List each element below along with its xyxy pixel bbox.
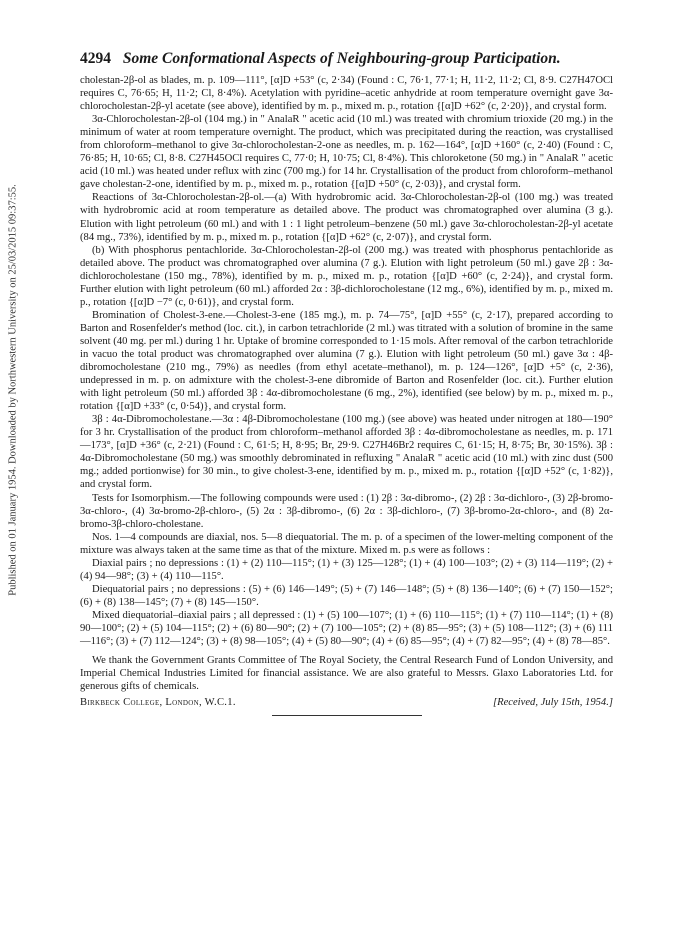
article-footer xyxy=(80,696,613,709)
end-rule xyxy=(272,715,422,716)
article-body xyxy=(80,74,613,693)
paragraph: cholestan-2β-ol as blades, m. p. 109—111°, [α]D +53° (c, 2·34) (Found : C, 76·1, 77·1; H, 11·2, 11·2; Cl, 8·9. C27H47OCl requires C, 76·65; H, 11·2; Cl, 8·4%). Acetylation with pyridine–acetic anhydride at room temperature overnight gave 3α-chlorocholestan-2β-yl acetate (see above), identified by m. p., mixed m. p., rotation {[α]D +62° (c, 2·20)}, and crystal form. xyxy=(80,75,613,113)
acknowledgement: We thank the Government Grants Committee of The Royal Society, the Central Research Fund of London University, and Imperial Chemical Industries Limited for financial assistance. We are also grateful to Messrs. Glaxo Laboratories Ltd. for generous gifts of chemicals. xyxy=(80,655,613,693)
download-notice-text: Published on 01 January 1954. Downloaded by Northwestern University on 25/03/2015 09:37:55. xyxy=(7,184,19,596)
paragraph: 3α-Chlorocholestan-2β-ol (104 mg.) in " AnalaR " acetic acid (10 ml.) was treated with chromium trioxide (20 mg.) in the minimum of water at room temperature overnight. The product, which was precipitated during the reaction, was crystallised from chloroform–methanol to give 3α-chlorocholestan-2-one as needles, m. p. 162—164°, [α]D +160° (c, 2·40) (Found : C, 76·85; H, 10·65; Cl, 8·8. C27H45OCl requires C, 77·0; H, 10·75; Cl, 8·4%). This chloroketone (50 mg.) in " AnalaR " acetic acid (10 ml.) was heated under reflux with zinc (700 mg.) for 14 hr. Crystallisation of the product from chloroform–methanol gave cholestan-2-one, identified by m. p., mixed m. p., rotation {[α]D +50° (c, 2·03)}, and crystal form. xyxy=(80,114,613,191)
paragraph: Mixed diequatorial–diaxial pairs ; all depressed : (1) + (5) 100—107°; (1) + (6) 110—115°; (1) + (7) 110—114°; (1) + (8) 90—100°; (2) + (5) 104—115°; (2) + (6) 80—90°; (2) + (7) 100—105°; (2) + (8) 85—95°; (3) + (5) 108—112°; (3) + (6) 111—116°; (3) + (7) 112—124°; (3) + (8) 98—105°; (4) + (5) 80—90°; (4) + (6) 85—95°; (4) + (7) 82—95°; (4) + (8) 78—85°. xyxy=(80,609,613,648)
page-header xyxy=(80,50,613,68)
paragraph: Bromination of Cholest-3-ene.—Cholest-3-ene (185 mg.), m. p. 74—75°, [α]D +55° (c, 2·17), prepared according to Barton and Rosenfelder's method (loc. cit.), in carbon tetrachloride (2 ml.) was titrated with a solution of bromine in the same solvent (40 mg. per ml.) during 1 hr. Uptake of bromine corresponded to 1·15 mols. After removal of the carbon tetrachloride in vacuo the total product was chromatographed over alumina (7 g.). Elution with light petroleum (50 ml.) gave 3α : 4β-dibromocholestane (210 mg., 79%) as needles (from ethyl acetate–methanol), m. p. 124—126°, [α]D +5° (c, 2·36), undepressed in m. p. on admixture with the cholest-3-ene dibromide of Barton and Rosenfelder (loc. cit.). Further elution with light petroleum (50 ml.) afforded 3β : 4α-dibromocholestane (6 mg., 2%), identified (see below) by m. p., mixed m. p., rotation {[α]D +33° (c, 0·54)}, and crystal form. xyxy=(80,309,613,413)
paragraph: Diequatorial pairs ; no depressions : (5) + (6) 146—149°; (5) + (7) 146—148°; (5) + (8) 136—140°; (6) + (7) 150—152°; (6) + (8) 138—145°; (7) + (8) 145—150°. xyxy=(80,583,613,608)
institution-address: Birkbeck College, London, W.C.1. xyxy=(80,697,236,709)
download-notice-sidebar xyxy=(4,180,22,600)
paragraph: Diaxial pairs ; no depressions : (1) + (2) 110—115°; (1) + (3) 125—128°; (1) + (4) 100—103°; (2) + (3) 114—119°; (2) + (4) 94—98°; (3) + (4) 110—115°. xyxy=(80,557,613,582)
journal-page xyxy=(80,50,613,716)
paragraph: Reactions of 3α-Chlorocholestan-2β-ol.—(a) With hydrobromic acid. 3α-Chlorocholestan-2β-ol (100 mg.) was treated with hydrobromic acid at room temperature as detailed above. The product was chromatographed over alumina (3 g.). Elution with light petroleum (60 ml.) and with 1 : 1 light petroleum–benzene (50 ml.) gave 3α-chlorocholestan-2β-yl acetate (84 mg., 73%), identified by m. p., mixed m. p., rotation {[α]D +62° (c, 2·07)}, and crystal form. xyxy=(80,192,613,243)
page-number: 4294 xyxy=(80,50,111,67)
paragraph: 3β : 4α-Dibromocholestane.—3α : 4β-Dibromocholestane (100 mg.) (see above) was heated under nitrogen at 180—190° for 3 hr. Crystallisation of the product from chloroform–methanol afforded 3β : 4α-dibromocholestane as needles, m. p. 171—173°, [α]D +36° (c, 2·21) (Found : C, 61·5; H, 8·95; Br, 29·9. C27H46Br2 requires C, 61·15; H, 8·75; Br, 30·15%). 3β : 4α-Dibromocholestane (50 mg.) was smoothly debrominated in refluxing " AnalaR " acetic acid (10 ml.) with zinc dust (500 mg.; added portionwise) for 30 min., to give cholest-3-ene, identified by m. p., mixed m. p., rotation {[α]D +52° (c, 1·82)}, and crystal form. xyxy=(80,414,613,491)
received-date: [Received, July 15th, 1954.] xyxy=(492,697,613,709)
paragraph: Tests for Isomorphism.—The following compounds were used : (1) 2β : 3α-dibromo-, (2) 2β : 3α-dichloro-, (3) 2β-bromo-3α-chloro-, (4) 3α-bromo-2β-chloro-, (5) 2α : 3β-dibromo-, (6) 2α : 3β-dichloro-, (7) 3β-bromo-2α-chloro-, and (8) 2α-bromo-3β-chloro-cholestane. xyxy=(80,492,613,530)
paragraph: Nos. 1—4 compounds are diaxial, nos. 5—8 diequatorial. The m. p. of a specimen of the lower-melting component of the mixture was always taken at the same time as that of the mixture. Mixed m. p.s were as follows : xyxy=(80,531,613,556)
running-title: Some Conformational Aspects of Neighbouring-group Participation. xyxy=(122,50,561,67)
paragraph: (b) With phosphorus pentachloride. 3α-Chlorocholestan-2β-ol (200 mg.) was treated with phosphorus pentachloride as detailed above. The product was chromatographed over alumina (7 g.). Elution with light petroleum (50 ml.) gave 2β : 3α-dichlorocholestane (150 mg., 78%), identified by m. p., mixed m. p., rotation {[α]D +60° (c, 2·24)}, and crystal form. Further elution with light petroleum (60 ml.) afforded 2α : 3β-dichlorocholestane (12 mg., 6%), identified by m. p., mixed m. p., rotation {[α]D −7° (c, 0·61)}, and crystal form. xyxy=(80,244,613,308)
